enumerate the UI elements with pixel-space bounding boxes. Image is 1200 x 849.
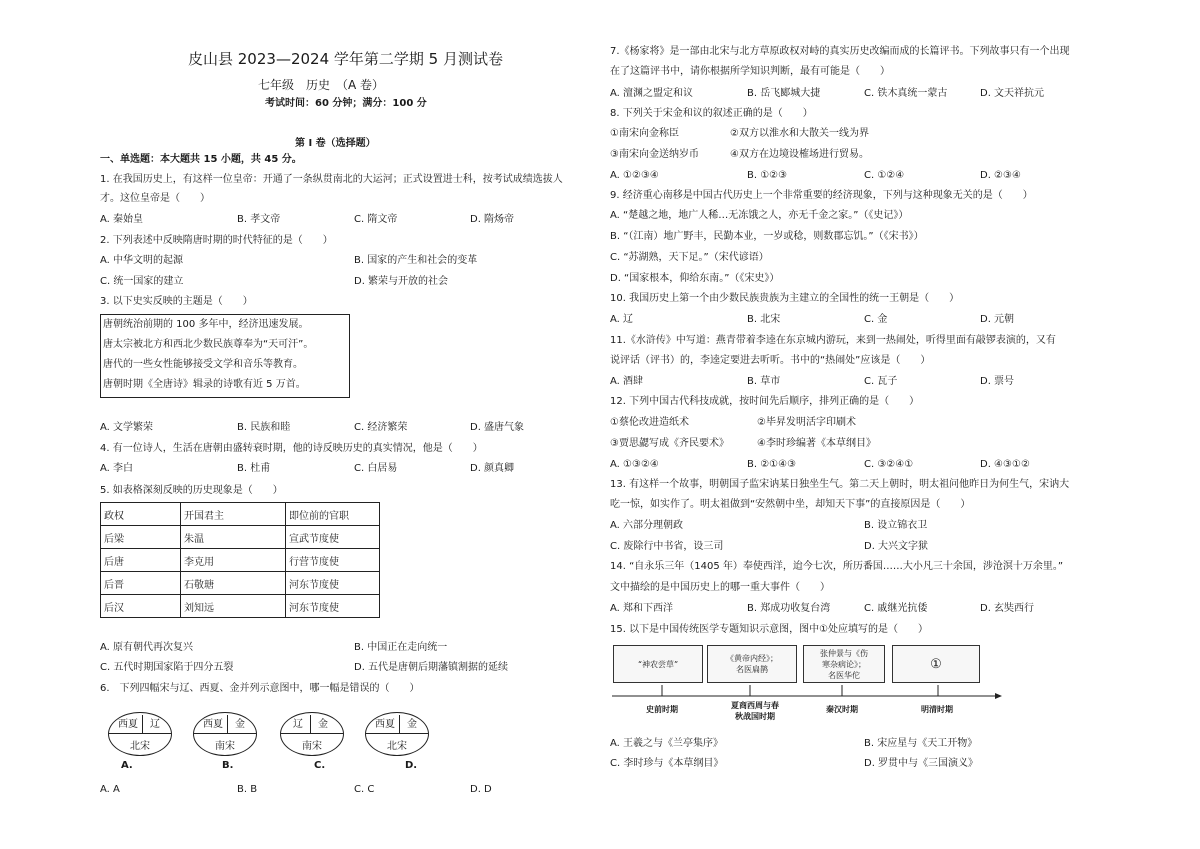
q6-map-label: B. [222, 760, 234, 771]
q7-option-c[interactable]: C. 铁木真统一蒙古 [864, 88, 948, 99]
q13-stem-1: 13. 有这样一个故事，明朝国子监宋讷某日独坐生气。第二天上朝时，明太祖问他昨日为何生气，宋讷大 [610, 479, 1070, 490]
table-cell: 后晋 [101, 572, 181, 595]
q12-option-d[interactable]: D. ④③①② [980, 459, 1030, 470]
table-row [101, 572, 380, 595]
table-cell: 李克用 [181, 549, 286, 572]
q11-option-a[interactable]: A. 酒肆 [610, 376, 644, 387]
table-row [101, 526, 380, 549]
timeline-box-text: ① [930, 656, 942, 672]
q5-option-a[interactable]: A. 原有朝代再次复兴 [100, 642, 194, 653]
map-region: 西夏 [118, 719, 138, 730]
exam-grade: 七年级 历史 （A 卷） [258, 78, 385, 92]
q11-option-c[interactable]: C. 瓦子 [864, 376, 898, 387]
q6-map-d[interactable] [365, 712, 429, 756]
map-divider [366, 733, 428, 734]
table-cell: 行营节度使 [286, 549, 380, 572]
table-cell: 刘知远 [181, 595, 286, 618]
table-cell: 宣武节度使 [286, 526, 380, 549]
exam-title: 皮山县 2023—2024 学年第二学期 5 月测试卷 [188, 50, 503, 68]
q12-option-c[interactable]: C. ③②④① [864, 459, 914, 470]
q10-stem: 10. 我国历史上第一个由少数民族贵族为主建立的全国性的统一王朝是（ ） [610, 293, 960, 304]
q15-option-b[interactable]: B. 宋应星与《天工开物》 [864, 738, 978, 749]
map-divider [109, 733, 171, 734]
map-region: 金 [318, 719, 328, 730]
q14-option-d[interactable]: D. 玄奘西行 [980, 603, 1035, 614]
q8-statement: ④双方在边境设榷场进行贸易。 [730, 149, 869, 160]
table-cell: 石敬瑭 [181, 572, 286, 595]
table-row [101, 503, 380, 526]
q8-option-b[interactable]: B. ①②③ [747, 170, 788, 181]
table-cell: 开国君主 [181, 503, 286, 526]
q6-stem: 6. 下列四幅宋与辽、西夏、金并列示意图中，哪一幅是错误的（ ） [100, 683, 420, 694]
q14-option-c[interactable]: C. 戚继光抗倭 [864, 603, 928, 614]
q7-option-b[interactable]: B. 岳飞郾城大捷 [747, 88, 821, 99]
timeline-box-2 [707, 645, 797, 683]
q11-stem-1: 11.《水浒传》中写道：燕青带着李逵在东京城内游玩，来到一热闹处，听得里面有敲锣表演的，又有 [610, 335, 1056, 346]
q11-option-b[interactable]: B. 草市 [747, 376, 781, 387]
timeline-period-label [637, 704, 687, 715]
timeline-period-label [817, 704, 867, 715]
q2-option-d[interactable]: D. 繁荣与开放的社会 [354, 276, 449, 287]
table-cell: 后汉 [101, 595, 181, 618]
map-region: 金 [235, 719, 245, 730]
period-text: 史前时期 [646, 704, 678, 714]
q14-stem-1: 14. “自永乐三年（1405 年）奉使西洋，迨今七次，所历番国……大小凡三十余国，涉沧溟十万余里。” [610, 561, 1064, 572]
q7-stem-1: 7.《杨家将》是一部由北宋与北方草原政权对峙的真实历史改编而成的长篇评书。下列故事只有一个出现 [610, 46, 1070, 57]
q5-option-d[interactable]: D. 五代是唐朝后期藩镇割据的延续 [354, 662, 509, 673]
period-text: 明清时期 [921, 704, 953, 714]
q8-option-d[interactable]: D. ②③④ [980, 170, 1021, 181]
q14-option-a[interactable]: A. 郑和下西洋 [610, 603, 674, 614]
q2-stem: 2. 下列表述中反映隋唐时期的时代特征的是（ ） [100, 235, 333, 246]
timeline-box-3 [803, 645, 885, 683]
q9-stem: 9. 经济重心南移是中国古代历史上一个非常重要的经济现象，下列与这种现象无关的是（ ） [610, 190, 1033, 201]
map-divider [194, 733, 256, 734]
q6-map-label: A. [121, 760, 133, 771]
q12-statement: ③贾思勰写成《齐民要术》 [610, 438, 729, 449]
q11-option-d[interactable]: D. 票号 [980, 376, 1015, 387]
timeline-box-text: “神农尝草” [637, 659, 679, 669]
q5-stem: 5. 如表格深刻反映的历史现象是（ ） [100, 485, 283, 496]
q5-option-c[interactable]: C. 五代时期国家陷于四分五裂 [100, 662, 234, 673]
q8-stem: 8. 下列关于宋金和议的叙述正确的是（ ） [610, 108, 813, 119]
q3-source-line: 唐朝时期《全唐诗》辑录的诗歌有近 5 万首。 [103, 379, 306, 390]
q3-option-d[interactable]: D. 盛唐气象 [470, 422, 525, 433]
q13-option-d[interactable]: D. 大兴文字狱 [864, 541, 929, 552]
map-region: 金 [407, 719, 417, 730]
q13-option-b[interactable]: B. 设立锦衣卫 [864, 520, 928, 531]
q1-option-b[interactable]: B. 孝文帝 [237, 214, 281, 225]
map-divider [281, 733, 343, 734]
section-intro: 一、单选题：本大题共 15 小题，共 45 分。 [100, 154, 302, 165]
q15-option-d[interactable]: D. 罗贯中与《三国演义》 [864, 758, 979, 769]
q13-option-c[interactable]: C. 废除行中书省，设三司 [610, 541, 724, 552]
q8-statement: ②双方以淮水和大散关一线为界 [730, 128, 869, 139]
q6-map-a[interactable] [108, 712, 172, 756]
q4-option-b[interactable]: B. 杜甫 [237, 463, 271, 474]
q6-option-c[interactable]: C. C [354, 784, 375, 795]
map-region: 西夏 [375, 719, 395, 730]
q4-stem: 4. 有一位诗人，生活在唐朝由盛转衰时期，他的诗反映历史的真实情况，他是（ ） [100, 443, 483, 454]
table-row [101, 595, 380, 618]
q5-table [100, 502, 380, 618]
q14-option-b[interactable]: B. 郑成功收复台湾 [747, 603, 831, 614]
q12-statement: ①蔡伦改进造纸术 [610, 417, 689, 428]
q6-map-c[interactable] [280, 712, 344, 756]
q3-source-line: 唐太宗被北方和西北少数民族尊奉为“天可汗”。 [103, 339, 314, 350]
map-divider [310, 715, 311, 733]
q12-option-b[interactable]: B. ②①④③ [747, 459, 797, 470]
map-region: 西夏 [203, 719, 223, 730]
q3-option-b[interactable]: B. 民族和睦 [237, 422, 291, 433]
q9-option-b[interactable]: B. “（江南）地广野丰，民勤本业，一岁或稔，则数郡忘饥。”（《宋书》） [610, 231, 924, 242]
q3-option-a[interactable]: A. 文学繁荣 [100, 422, 154, 433]
q8-statement: ③南宋向金送纳岁币 [610, 149, 699, 160]
q3-source-line: 唐代的一些女性能够接受文学和音乐等教育。 [103, 359, 303, 370]
map-region: 南宋 [302, 741, 322, 752]
table-cell: 后梁 [101, 526, 181, 549]
q12-option-a[interactable]: A. ①③②④ [610, 459, 659, 470]
q13-option-a[interactable]: A. 六部分理朝政 [610, 520, 684, 531]
table-cell: 即位前的官职 [286, 503, 380, 526]
q10-option-c[interactable]: C. 金 [864, 314, 888, 325]
q7-option-d[interactable]: D. 文天祥抗元 [980, 88, 1045, 99]
section-title: 第 I 卷（选择题） [295, 138, 376, 149]
q2-option-b[interactable]: B. 国家的产生和社会的变革 [354, 255, 478, 266]
q6-map-label: D. [405, 760, 418, 771]
table-row [101, 549, 380, 572]
timeline-box-text: 《黄帝内经》； 名医扁鹊 [726, 654, 778, 674]
q9-option-a[interactable]: A. “楚越之地，地广人稀…无冻饿之人，亦无千金之家。”（《史记》） [610, 210, 909, 221]
q4-option-c[interactable]: C. 白居易 [354, 463, 398, 474]
q8-option-a[interactable]: A. ①②③④ [610, 170, 659, 181]
q1-option-d[interactable]: D. 隋炀帝 [470, 214, 515, 225]
q14-stem-2: 文中描绘的是中国历史上的哪一重大事件（ ） [610, 582, 830, 593]
q3-stem: 3. 以下史实反映的主题是（ ） [100, 296, 253, 307]
q15-option-c[interactable]: C. 李时珍与《本草纲目》 [610, 758, 724, 769]
q15-stem: 15. 以下是中国传统医学专题知识示意图，图中①处应填写的是（ ） [610, 624, 929, 635]
period-text: 秦汉时期 [826, 704, 858, 714]
q10-option-d[interactable]: D. 元朝 [980, 314, 1015, 325]
q7-stem-2: 在了这篇评书中，请你根据所学知识判断，最有可能是（ ） [610, 66, 890, 77]
q1-stem-1: 1. 在我国历史上，有这样一位皇帝：开通了一条纵贯南北的大运河；正式设置进士科，按考试成绩选拔人 [100, 174, 563, 185]
q4-option-d[interactable]: D. 颜真卿 [470, 463, 515, 474]
q12-statement: ②毕昇发明活字印刷术 [757, 417, 856, 428]
q15-option-a[interactable]: A. 王羲之与《兰亭集序》 [610, 738, 724, 749]
map-region: 南宋 [215, 741, 235, 752]
table-cell: 朱温 [181, 526, 286, 549]
map-region: 辽 [150, 719, 160, 730]
map-region: 北宋 [130, 741, 150, 752]
q12-stem: 12. 下列中国古代科技成就，按时间先后顺序，排列正确的是（ ） [610, 396, 920, 407]
q12-statement: ④李时珍编著《本草纲目》 [757, 438, 876, 449]
map-region: 辽 [293, 719, 303, 730]
timeline-box-text: 张仲景与《伤 寒杂病论》； 名医华佗 [820, 648, 868, 680]
q8-statement: ①南宋向金称臣 [610, 128, 679, 139]
table-cell: 后唐 [101, 549, 181, 572]
table-cell: 河东节度使 [286, 595, 380, 618]
q9-option-d[interactable]: D. “国家根本，仰给东南。”（《宋史》） [610, 273, 780, 284]
q9-option-c[interactable]: C. “苏湖熟，天下足。”（宋代谚语） [610, 252, 769, 263]
q6-option-b[interactable]: B. B [237, 784, 258, 795]
q6-option-d[interactable]: D. D [470, 784, 492, 795]
timeline-period-label [912, 704, 962, 715]
q6-option-a[interactable]: A. A [100, 784, 120, 795]
q10-option-a[interactable]: A. 辽 [610, 314, 634, 325]
q6-map-label: C. [314, 760, 326, 771]
timeline-box-blank [892, 645, 980, 683]
q8-option-c[interactable]: C. ①②④ [864, 170, 905, 181]
q2-option-a[interactable]: A. 中华文明的起源 [100, 255, 184, 266]
q1-option-c[interactable]: C. 隋文帝 [354, 214, 398, 225]
timeline-period-label [715, 700, 795, 722]
q2-option-c[interactable]: C. 统一国家的建立 [100, 276, 184, 287]
q10-option-b[interactable]: B. 北宋 [747, 314, 781, 325]
q3-source-line: 唐朝统治前期的 100 多年中，经济迅速发展。 [103, 319, 309, 330]
table-cell: 政权 [101, 503, 181, 526]
q13-stem-2: 吃一惊，如实作了。明太祖做到“安然朝中坐，却知天下事”的直接原因是（ ） [610, 499, 971, 510]
map-region: 北宋 [387, 741, 407, 752]
q7-option-a[interactable]: A. 澶渊之盟定和议 [610, 88, 694, 99]
q1-option-a[interactable]: A. 秦始皇 [100, 214, 144, 225]
q5-option-b[interactable]: B. 中国正在走向统一 [354, 642, 448, 653]
timeline-box-1 [613, 645, 703, 683]
q3-option-c[interactable]: C. 经济繁荣 [354, 422, 408, 433]
table-cell: 河东节度使 [286, 572, 380, 595]
q1-stem-2: 才。这位皇帝是（ ） [100, 193, 210, 204]
exam-time: 考试时间：60 分钟；满分：100 分 [265, 98, 427, 109]
q6-map-b[interactable] [193, 712, 257, 756]
timeline-arrow [995, 693, 1002, 699]
q4-option-a[interactable]: A. 李白 [100, 463, 134, 474]
q11-stem-2: 说评话（评书）的，李逵定要进去听听。书中的“热闹处”应该是（ ） [610, 355, 931, 366]
period-text: 夏商西周与春 秋战国时期 [731, 700, 779, 721]
